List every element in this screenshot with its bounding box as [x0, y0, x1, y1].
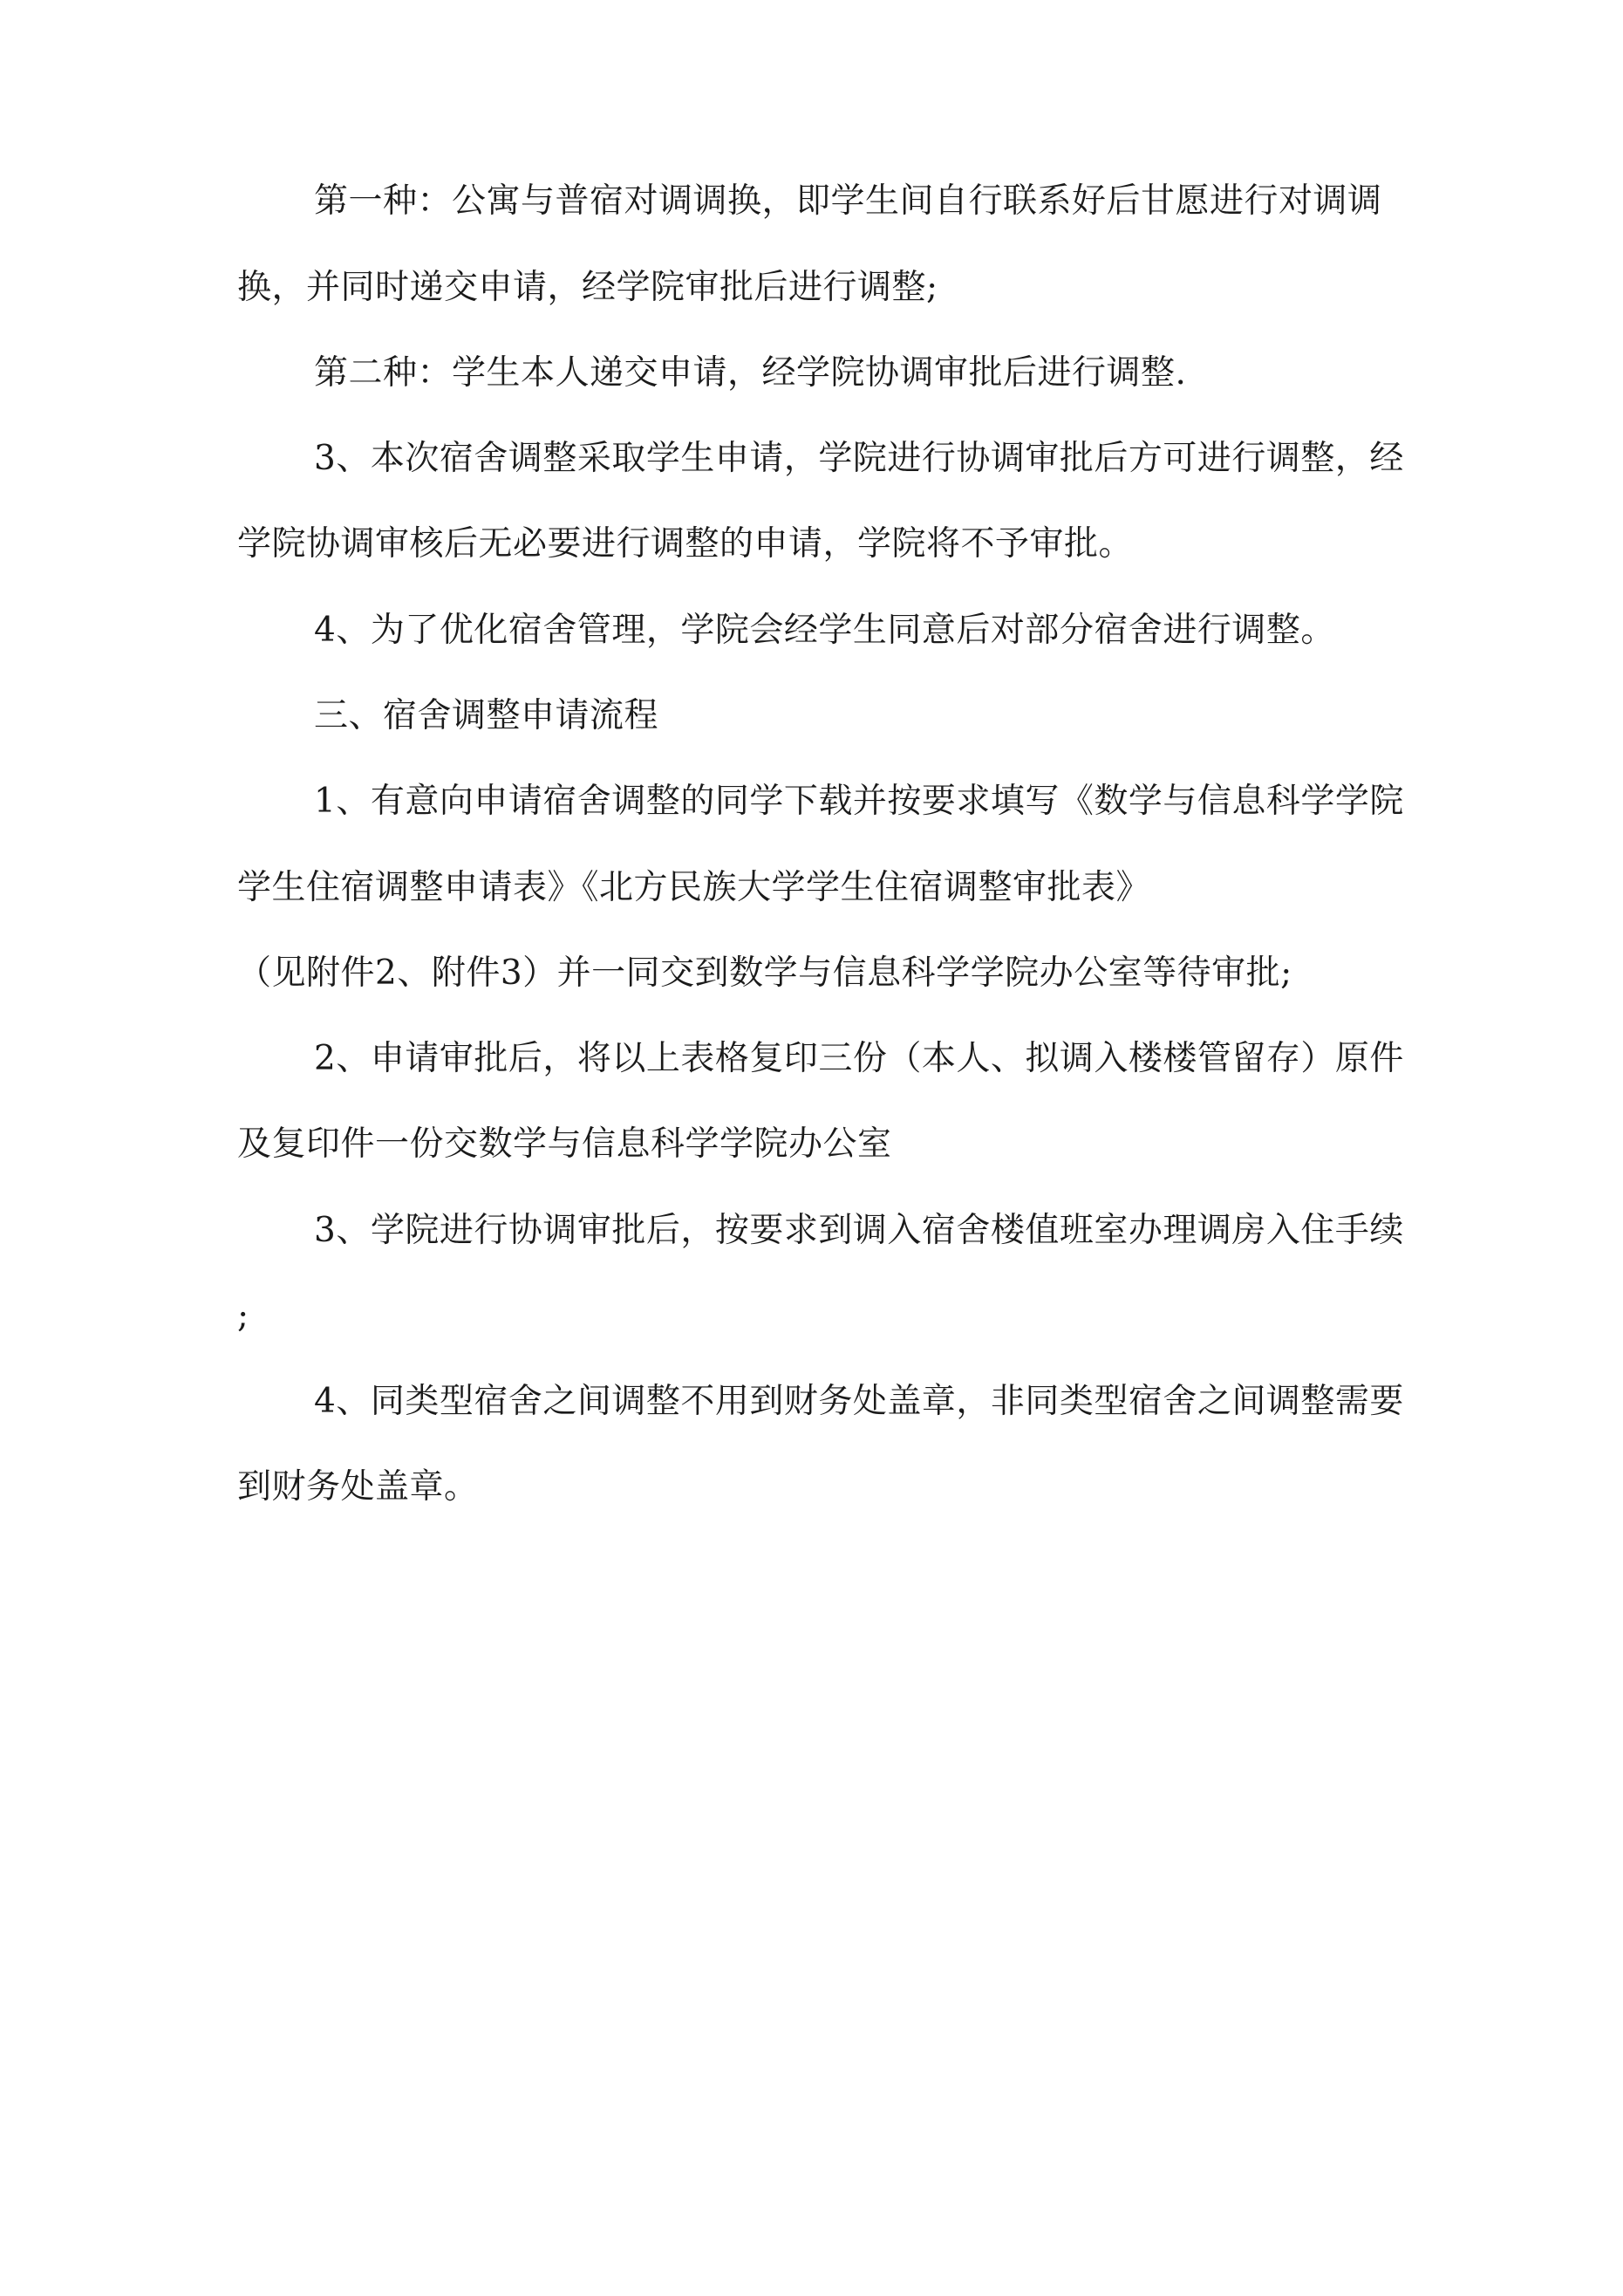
paragraph-line: 及复印件一份交数学与信息科学学院办公室: [237, 1124, 892, 1164]
paragraph-line: 4、为了优化宿舍管理，学院会经学生同意后对部分宿舍进行调整。: [314, 611, 1335, 650]
paragraph-line: （见附件2、附件3）并一同交到数学与信息科学学院办公室等待审批;: [237, 953, 1292, 993]
paragraph-line: 4、同类型宿舍之间调整不用到财务处盖章，非同类型宿舍之间调整需要: [314, 1382, 1404, 1421]
paragraph-line: 3、学院进行协调审批后，按要求到调入宿舍楼值班室办理调房入住手续: [314, 1211, 1404, 1250]
paragraph-line: 学生住宿调整申请表》《北方民族大学学生住宿调整审批表》: [237, 868, 1151, 907]
paragraph-line: 换，并同时递交申请，经学院审批后进行调整;: [237, 268, 938, 307]
paragraph-line: 到财务处盖章。: [237, 1467, 479, 1507]
section-heading: 三、宿舍调整申请流程: [314, 696, 659, 735]
paragraph-line: 第一种：公寓与普宿对调调换，即学生间自行联系好后甘愿进行对调调: [314, 181, 1382, 221]
paragraph-line: 2、申请审批后，将以上表格复印三份（本人、拟调入楼楼管留存）原件: [314, 1039, 1404, 1078]
paragraph-line: 第二种：学生本人递交申请，经学院协调审批后进行调整.: [314, 353, 1187, 393]
paragraph-line: 学院协调审核后无必要进行调整的申请，学院将不予审批。: [237, 524, 1134, 564]
paragraph-line: 1、有意向申请宿舍调整的同学下载并按要求填写《数学与信息科学学院: [314, 782, 1404, 821]
paragraph-line: ;: [237, 1296, 249, 1336]
paragraph-line: 3、本次宿舍调整采取学生申请，学院进行协调审批后方可进行调整，经: [314, 439, 1404, 478]
